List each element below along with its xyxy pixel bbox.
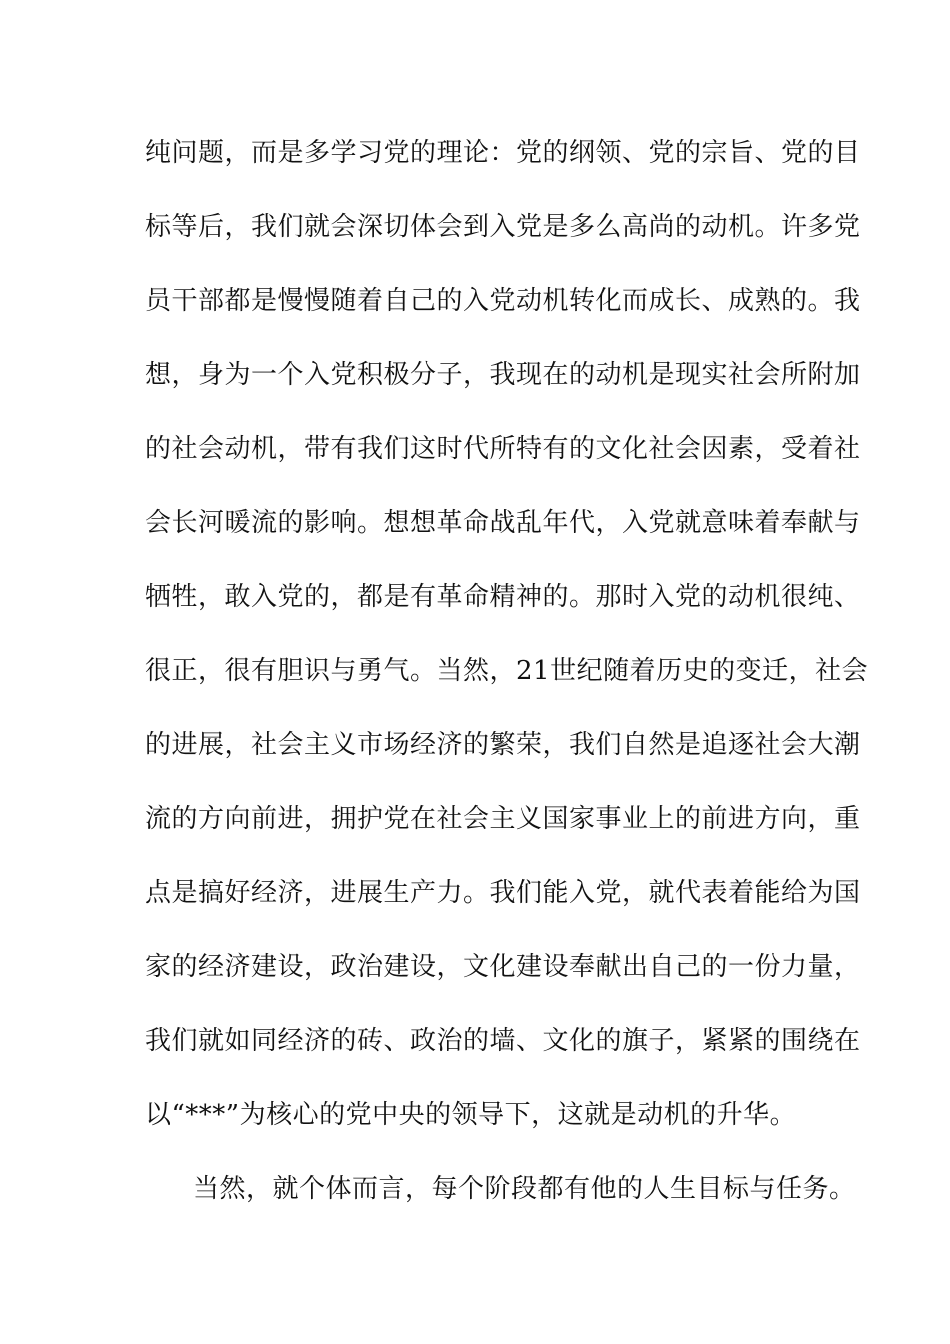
text-line: 家的经济建设，政治建设，文化建设奉献出自己的一份力量， [145,952,861,982]
text-line: 很正，很有胆识与勇气。当然，21世纪随着历史的变迁，社会 [145,656,869,686]
text-line: 的进展，社会主义市场经济的繁荣，我们自然是追逐社会大潮 [145,730,861,760]
text-line: 流的方向前进，拥护党在社会主义国家事业上的前进方向，重 [145,804,861,834]
text-line: 纯问题，而是多学习党的理论：党的纲领、党的宗旨、党的目 [145,138,861,168]
text-line: 员干部都是慢慢随着自己的入党动机转化而成长、成熟的。我 [145,286,861,316]
text-line: 的社会动机，带有我们这时代所特有的文化社会因素，受着社 [145,434,861,464]
text-line: 牺牲，敢入党的，都是有革命精神的。那时入党的动机很纯、 [145,582,861,612]
text-line: 点是搞好经济，进展生产力。我们能入党，就代表着能给为国 [145,878,861,908]
text-line: 想，身为一个入党积极分子，我现在的动机是现实社会所附加 [145,360,861,390]
text-line: 以“***”为核心的党中央的领导下，这就是动机的升华。 [145,1100,797,1130]
body-text [145,133,869,1243]
text-line: 标等后，我们就会深切体会到入党是多么高尚的动机。许多党 [145,212,861,242]
text-line: 会长河暖流的影响。想想革命战乱年代，入党就意味着奉献与 [145,508,861,538]
paragraph-start-line: 当然，就个体而言，每个阶段都有他的人生目标与任务。 [193,1174,856,1204]
text-line: 我们就如同经济的砖、政治的墙、文化的旗子，紧紧的围绕在 [145,1026,861,1056]
